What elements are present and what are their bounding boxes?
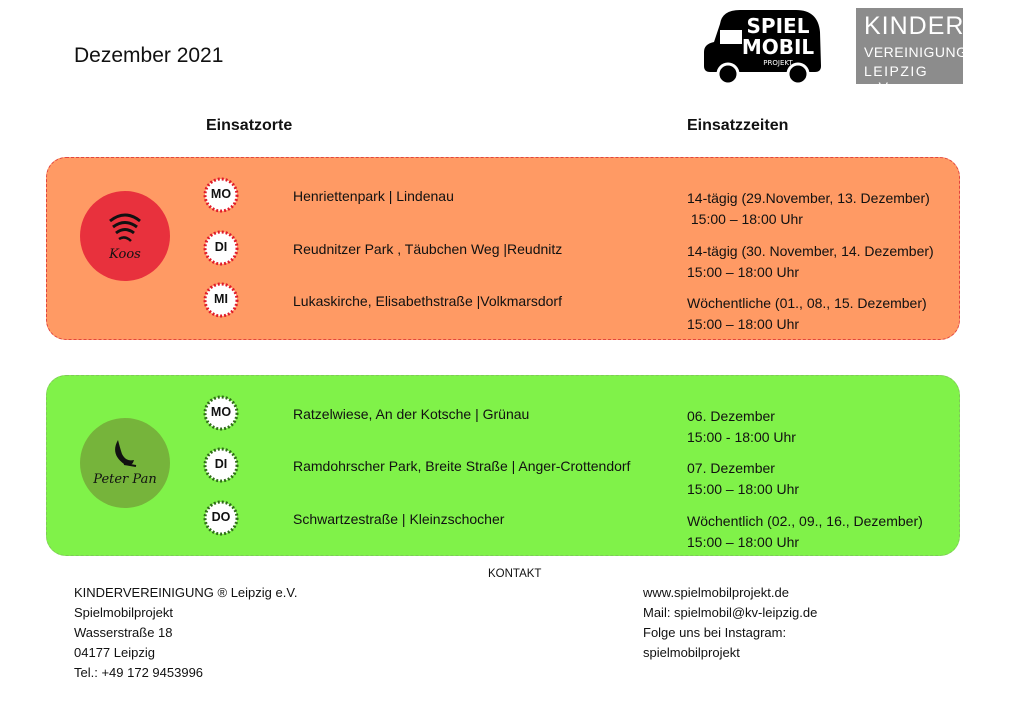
location-text: Ratzelwiese, An der Kotsche | Grünau [293, 406, 530, 422]
schedule-row [47, 450, 961, 496]
spielmobil-logo-line1: SPIEL [746, 14, 810, 38]
instagram-handle[interactable]: spielmobilprojekt [643, 645, 740, 660]
page-title: Dezember 2021 [74, 44, 224, 67]
time-text: 14-tägig (29.November, 13. Dezember) 15:00 – 18:00 Uhr [687, 190, 930, 227]
location-text: Reudnitzer Park , Täubchen Weg |Reudnitz [293, 241, 563, 257]
contact-phone: Tel.: +49 172 9453996 [74, 665, 204, 680]
day-badge: MO [203, 177, 239, 213]
kv-logo-line3: LEIPZIG e.V. [864, 63, 929, 95]
kv-logo-line1: KINDER [864, 12, 965, 40]
spielmobil-logo-line2: MOBIL [741, 35, 815, 59]
time-text: 06. Dezember 15:00 - 18:00 Uhr [687, 408, 796, 445]
day-badge: DI [203, 230, 239, 266]
schedule-row [47, 285, 961, 331]
time-text: 07. Dezember 15:00 – 18:00 Uhr [687, 460, 800, 497]
location-text: Ramdohrscher Park, Breite Straße | Anger-Crottendorf [293, 458, 631, 474]
contact-online [643, 583, 817, 663]
kv-logo-line2: VEREINIGUNG [864, 44, 968, 60]
contact-line: 04177 Leipzig [74, 645, 155, 660]
time-text: 14-tägig (30. November, 14. Dezember) 15:00 – 18:00 Uhr [687, 243, 934, 280]
time-text: Wöchentliche (01., 08., 15. Dezember) 15:00 – 18:00 Uhr [687, 295, 927, 332]
contact-line: Folge uns bei Instagram: [643, 625, 787, 640]
contact-line: KINDERVEREINIGUNG ® Leipzig e.V. [74, 585, 298, 600]
time-text: Wöchentlich (02., 09., 16., Dezember) 15:00 – 18:00 Uhr [687, 513, 923, 550]
column-header-locations: Einsatzorte [206, 117, 293, 134]
contact-line: Spielmobilprojekt [74, 605, 173, 620]
spielmobil-logo-line3: PROJEKT [763, 59, 793, 67]
schedule-row [47, 180, 961, 226]
peter-pan-emblem-label: Peter Pan [93, 472, 157, 487]
day-badge: DO [203, 500, 239, 536]
contact-line: Wasserstraße 18 [74, 625, 173, 640]
website-link[interactable]: www.spielmobilprojekt.de [643, 585, 789, 600]
location-text: Schwartzestraße | Kleinzschocher [293, 511, 505, 527]
schedule-row [47, 503, 961, 549]
day-badge: MI [203, 282, 239, 318]
koos-emblem-label: Koos [109, 247, 141, 262]
contact-address [74, 583, 297, 683]
schedule-row [47, 398, 961, 444]
schedule-row [47, 233, 961, 279]
location-text: Lukaskirche, Elisabethstraße |Volkmarsdorf [293, 293, 562, 309]
column-header-times: Einsatzzeiten [687, 117, 789, 134]
day-badge: DI [203, 447, 239, 483]
kindervereinigung-logo [856, 8, 968, 95]
peter-pan-schedule-panel [46, 375, 960, 556]
day-badge: MO [203, 395, 239, 431]
spielmobil-logo [700, 4, 824, 86]
contact-heading: KONTAKT [488, 568, 542, 580]
koos-schedule-panel [46, 157, 960, 340]
email-link[interactable]: Mail: spielmobil@kv-leipzig.de [643, 605, 818, 620]
location-text: Henriettenpark | Lindenau [293, 188, 454, 204]
